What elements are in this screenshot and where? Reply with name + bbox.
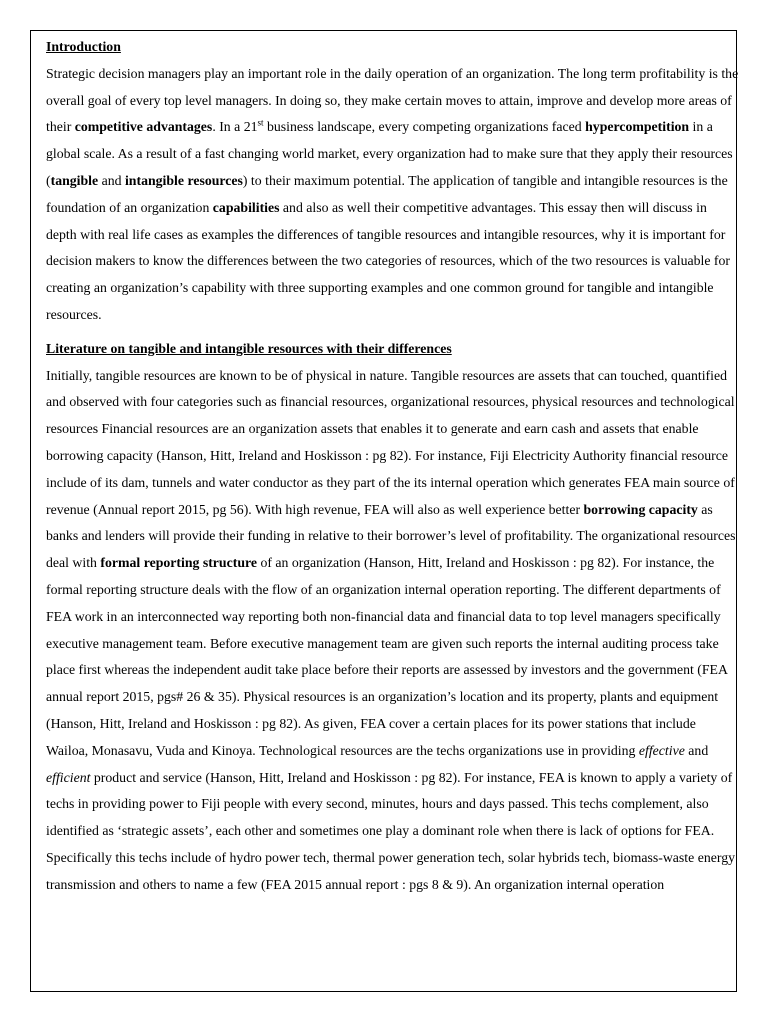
bold-term: formal reporting structure: [100, 555, 257, 571]
literature-paragraph: [46, 363, 740, 899]
superscript: st: [257, 117, 264, 128]
text-run: and also as well their competitive advantages. This essay then will discuss in depth with real life cases as examples the differences of tangible resources and intangible resources, why it is important for decision makers to know the differences between the two categories of resources, which of the two resources is valuable for creating an organization’s capability with three supporting examples and one common ground for tangible and intangible resources.: [46, 199, 730, 322]
italic-term: efficient: [46, 769, 91, 785]
text-run: ) to their maximum potential. The application of tangible and intangible resources is the foundation of an organization: [46, 172, 728, 215]
section-gap: [46, 329, 740, 336]
text-run: as banks and lenders will provide their funding in relative to their borrower’s level of profitability. The organizational resources deal with: [46, 501, 736, 571]
text-run: in a global scale. As a result of a fast changing world market, every organization had to make sure that they apply their resources (: [46, 119, 733, 188]
bold-term: hypercompetition: [585, 119, 690, 135]
text-run: and: [684, 742, 709, 758]
text-run: Strategic decision managers play an important role in the daily operation of an organization. The long term profitability is the overall goal of every top level managers. In doing so, they make certain moves to attain, improve and develop more areas of their: [46, 65, 739, 135]
text-run: . In a 21: [212, 119, 258, 135]
text-run: business landscape, every competing organizations faced: [263, 119, 586, 135]
italic-term: effective: [638, 742, 685, 758]
text-run: and: [98, 172, 125, 188]
text-run: Initially, tangible resources are known to be of physical in nature. Tangible resources are assets that can touched, quantified and observed with four categories such as financial resources, organizational resources, physical resources and technological resources Financial resources are an organization assets that enables it to generate and earn cash and assets that enable borrowing capacity (Hanson, Hitt, Ireland and Hoskisson : pg 82). For instance, Fiji Electricity Authority financial resource include of its dam, tunnels and water conductor as they part of the its internal operation which generates FEA main source of revenue (Annual report 2015, pg 56). With high revenue, FEA will also as well experience better: [46, 367, 735, 517]
bold-term: tangible: [50, 172, 99, 188]
bold-term: intangible resources: [124, 172, 243, 188]
introduction-paragraph: [46, 61, 740, 329]
bold-term: borrowing capacity: [583, 501, 698, 517]
text-run: of an organization (Hanson, Hitt, Ireland and Hoskisson : pg 82). For instance, the formal reporting structure deals with the flow of an organization internal operation reporting. The different departments of FEA work in an interconnected way reporting both non-financial data and financial data to top level managers specifically executive management team. Before executive management team are given such reports the internal auditing process take place first whereas the independent audit take place before their reports are assessed by investors and the government (FEA annual report 2015, pgs# 26 & 35). Physical resources is an organization’s location and its property, plants and equipment (Hanson, Hitt, Ireland and Hoskisson : pg 82). As given, FEA cover a certain places for its power stations that include Wailoa, Monasavu, Vuda and Kinoya. Technological resources are the techs organizations use in providing: [46, 555, 728, 758]
bold-term: capabilities: [212, 199, 280, 215]
literature-heading: Literature on tangible and intangible resources with their differences: [46, 340, 452, 356]
document-body: [46, 34, 740, 899]
bold-term: competitive advantages: [74, 119, 213, 135]
introduction-heading: Introduction: [46, 39, 121, 54]
text-run: product and service (Hanson, Hitt, Ireland and Hoskisson : pg 82). For instance, FEA is known to apply a variety of techs in providing power to Fiji people with every second, minutes, hours and days passed. This techs complement, also identified as ‘strategic assets’, each other and sometimes one play a dominant role when there is lack of options for FEA. Specifically this techs include of hydro power tech, thermal power generation tech, solar hybrids tech, biomass-waste energy transmission and others to name a few (FEA 2015 annual report : pgs 8 & 9). An organization internal operation: [46, 769, 735, 892]
